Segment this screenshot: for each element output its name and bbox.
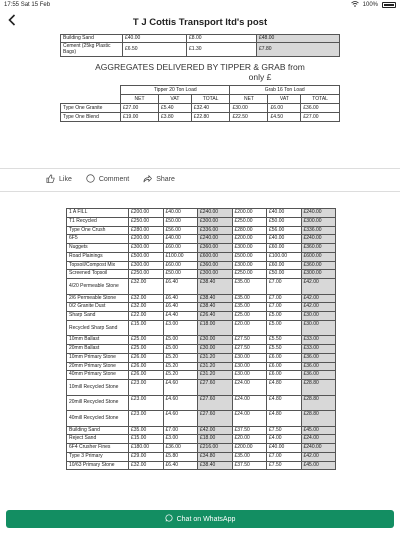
price-cell: £35.00 <box>232 294 267 303</box>
price-cell: £280.00 <box>129 226 164 235</box>
table-row <box>61 103 340 112</box>
table-group-header <box>61 85 340 94</box>
price-cell: £30.00 <box>301 320 336 336</box>
price-cell: £4.40 <box>163 312 198 321</box>
product-name: Nuggets <box>67 244 129 253</box>
price-cell: £5.40 <box>159 103 192 112</box>
table-row <box>67 217 336 226</box>
price-cell: £27.50 <box>232 345 267 354</box>
battery-icon <box>382 2 396 8</box>
price-cell: £200.00 <box>232 235 267 244</box>
price-cell: £27.00 <box>301 112 340 121</box>
thumbs-up-icon <box>46 174 55 185</box>
price-cell: £6.00 <box>267 362 302 371</box>
price-cell: £5.20 <box>163 353 198 362</box>
price-cell: £42.00 <box>301 294 336 303</box>
price-cell: £300.00 <box>232 244 267 253</box>
price-cell: £6.40 <box>163 461 198 470</box>
price-cell: £22.50 <box>230 112 268 121</box>
divider <box>0 168 400 169</box>
status-bar <box>0 0 400 10</box>
price-cell: £5.00 <box>267 312 302 321</box>
price-cell: £3.80 <box>159 112 192 121</box>
price-cell: £50.00 <box>267 217 302 226</box>
product-name: Recycled Sharp Sand <box>67 320 129 336</box>
divider <box>0 191 400 192</box>
price-cell: £26.00 <box>129 362 164 371</box>
price-cell: £20.00 <box>232 320 267 336</box>
status-left <box>4 2 50 8</box>
price-cell: £32.00 <box>129 461 164 470</box>
aggregates-subtitle: only £ <box>248 71 272 82</box>
price-cell: £6.00 <box>268 103 301 112</box>
product-name: 0/2 Granite Dust <box>67 303 129 312</box>
price-cell: £336.00 <box>198 226 233 235</box>
table-row <box>61 112 340 121</box>
price-cell: £26.00 <box>129 353 164 362</box>
comment-bubble-icon <box>86 174 95 185</box>
price-cell: £30.00 <box>232 362 267 371</box>
price-cell: £25.00 <box>129 345 164 354</box>
price-cell: £200.00 <box>129 235 164 244</box>
table-row <box>61 35 340 43</box>
product-name: Building Sand <box>67 426 129 435</box>
price-cell: £26.00 <box>129 371 164 380</box>
product-name: Type One Blend <box>61 112 121 121</box>
price-cell: £6.50 <box>123 42 187 56</box>
post-image-2[interactable] <box>66 208 336 470</box>
table-header-row <box>61 94 340 103</box>
price-cell: £31.20 <box>198 362 233 371</box>
table-row <box>67 226 336 235</box>
table-row <box>67 244 336 253</box>
column-header: NET <box>230 94 268 103</box>
price-cell: £27.60 <box>198 411 233 427</box>
price-cell: £27.60 <box>198 395 233 411</box>
price-cell: £280.00 <box>232 226 267 235</box>
price-cell: £360.00 <box>198 244 233 253</box>
price-cell: £30.00 <box>198 345 233 354</box>
table-row <box>67 294 336 303</box>
price-cell: £3.00 <box>163 435 198 444</box>
price-cell: £8.00 <box>187 35 257 43</box>
column-header: VAT <box>268 94 301 103</box>
price-cell: £240.00 <box>301 209 336 218</box>
table-row <box>67 279 336 295</box>
price-cell: £250.00 <box>232 217 267 226</box>
price-cell: £7.50 <box>267 426 302 435</box>
price-cell: £6.00 <box>267 353 302 362</box>
price-cell: £300.00 <box>129 261 164 270</box>
product-name: Type 3 Primary <box>67 452 129 461</box>
price-cell: £4.80 <box>267 395 302 411</box>
share-label: Share <box>156 176 175 183</box>
price-cell: £7.00 <box>267 303 302 312</box>
price-cell: £240.00 <box>301 444 336 453</box>
price-cell: £25.00 <box>232 312 267 321</box>
table-row <box>67 312 336 321</box>
price-cell: £6.40 <box>163 303 198 312</box>
price-cell: £300.00 <box>129 244 164 253</box>
price-cell: £6.40 <box>163 294 198 303</box>
table-row <box>67 461 336 470</box>
price-cell: £48.00 <box>257 35 340 43</box>
price-cell: £37.50 <box>232 461 267 470</box>
product-name: 6F5 <box>67 235 129 244</box>
price-cell: £36.00 <box>301 103 340 112</box>
price-cell: £56.00 <box>267 226 302 235</box>
price-cell: £27.60 <box>198 380 233 396</box>
price-cell: £6.40 <box>163 279 198 295</box>
price-cell: £240.00 <box>198 235 233 244</box>
price-cell: £30.00 <box>198 336 233 345</box>
like-label: Like <box>59 176 72 183</box>
price-cell: £22.00 <box>129 312 164 321</box>
price-cell: £42.00 <box>198 426 233 435</box>
comment-label: Comment <box>98 176 130 183</box>
table-row <box>67 270 336 279</box>
price-cell: £42.00 <box>301 303 336 312</box>
price-cell: £7.00 <box>163 426 198 435</box>
product-name: Sharp Sand <box>67 312 129 321</box>
product-name: Topsoil/Compost Mix <box>67 261 129 270</box>
wifi-icon <box>351 1 359 9</box>
price-cell: £180.00 <box>129 444 164 453</box>
price-cell: £336.00 <box>301 226 336 235</box>
price-cell: £240.00 <box>198 209 233 218</box>
price-cell: £18.00 <box>198 435 233 444</box>
price-cell: £40.00 <box>163 235 198 244</box>
price-cell: £32.00 <box>129 303 164 312</box>
product-name: 10mm Ballast <box>67 336 129 345</box>
group-header-grab: Grab 16 Ton Load <box>230 85 340 94</box>
price-cell: £19.00 <box>121 112 159 121</box>
product-name: Screened Topsoil <box>67 270 129 279</box>
table-row <box>67 435 336 444</box>
product-name: 10mill Recycled Stone <box>67 380 129 396</box>
price-cell: £23.00 <box>129 380 164 396</box>
price-cell: £35.00 <box>232 452 267 461</box>
price-cell: £40.00 <box>163 209 198 218</box>
price-cell: £30.00 <box>301 312 336 321</box>
product-name: T1 Recycled <box>67 217 129 226</box>
price-cell: £4.50 <box>268 112 301 121</box>
price-cell: £22.80 <box>191 112 230 121</box>
price-cell: £4.60 <box>163 380 198 396</box>
whatsapp-icon <box>165 514 173 524</box>
price-cell: £36.00 <box>301 362 336 371</box>
back-chevron-icon[interactable] <box>8 14 16 28</box>
price-cell: £7.50 <box>267 461 302 470</box>
product-name: 2/6 Permeable Stone <box>67 294 129 303</box>
aggregates-title: AGGREGATES DELIVERED BY TIPPER & GRAB from <box>95 61 305 72</box>
price-cell: £300.00 <box>198 217 233 226</box>
table-row <box>67 380 336 396</box>
price-cell: £35.00 <box>129 426 164 435</box>
price-cell: £31.20 <box>198 371 233 380</box>
product-name: 40mm Primary Stone <box>67 371 129 380</box>
aggregates-table <box>60 85 340 122</box>
blank-cell <box>61 94 121 103</box>
price-cell: £36.00 <box>163 444 198 453</box>
blank-cell <box>61 85 121 94</box>
product-name: Cement (25kg Plastic Bags) <box>61 42 123 56</box>
price-cell: £360.00 <box>301 244 336 253</box>
price-cell: £18.00 <box>198 320 233 336</box>
table-row <box>67 411 336 427</box>
price-cell: £5.20 <box>163 371 198 380</box>
price-cell: £4.80 <box>267 380 302 396</box>
price-cell: £100.00 <box>163 252 198 261</box>
price-cell: £5.00 <box>267 320 302 336</box>
price-cell: £60.00 <box>163 244 198 253</box>
price-cell: £7.00 <box>267 452 302 461</box>
price-cell: £45.00 <box>301 426 336 435</box>
like-button[interactable] <box>46 174 72 185</box>
top-price-table <box>60 34 340 57</box>
product-name: Reject Sand <box>67 435 129 444</box>
column-header: NET <box>121 94 159 103</box>
price-cell: £28.80 <box>301 380 336 396</box>
column-header: TOTAL <box>301 94 340 103</box>
price-cell: £30.00 <box>230 103 268 112</box>
price-cell: £29.00 <box>129 452 164 461</box>
price-cell: £300.00 <box>301 217 336 226</box>
whatsapp-label: Chat on WhatsApp <box>176 515 236 523</box>
price-cell: £38.40 <box>198 294 233 303</box>
price-cell: £23.00 <box>129 411 164 427</box>
price-cell: £360.00 <box>198 261 233 270</box>
product-name: 20mill Recycled Stone <box>67 395 129 411</box>
price-cell: £32.00 <box>129 279 164 295</box>
product-name: 10/63 Primary Stone <box>67 461 129 470</box>
price-cell: £36.00 <box>301 371 336 380</box>
price-cell: £24.00 <box>232 395 267 411</box>
price-cell: £24.00 <box>232 411 267 427</box>
table-row <box>67 252 336 261</box>
price-cell: £5.80 <box>163 452 198 461</box>
price-cell: £27.00 <box>121 103 159 112</box>
price-cell: £23.00 <box>129 395 164 411</box>
price-cell: £5.00 <box>163 336 198 345</box>
price-cell: £37.50 <box>232 426 267 435</box>
product-name: 1 A FILL <box>67 209 129 218</box>
price-cell: £5.20 <box>163 362 198 371</box>
product-name: Building Sand <box>61 35 123 43</box>
whatsapp-chat-button[interactable] <box>6 510 394 528</box>
price-cell: £500.00 <box>129 252 164 261</box>
price-cell: £1.30 <box>187 42 257 56</box>
table-row <box>67 209 336 218</box>
price-cell: £600.00 <box>301 252 336 261</box>
table-row <box>67 336 336 345</box>
share-button[interactable] <box>143 174 175 185</box>
price-cell: £40.00 <box>267 444 302 453</box>
price-cell: £5.50 <box>267 336 302 345</box>
price-cell: £4.80 <box>267 411 302 427</box>
product-name: 20mm Ballast <box>67 345 129 354</box>
price-cell: £30.00 <box>232 371 267 380</box>
column-header: TOTAL <box>191 94 230 103</box>
price-cell: £60.00 <box>163 261 198 270</box>
price-cell: £15.00 <box>129 320 164 336</box>
price-cell: £32.40 <box>191 103 230 112</box>
price-cell: £60.00 <box>267 244 302 253</box>
price-cell: £100.00 <box>267 252 302 261</box>
price-cell: £33.00 <box>301 345 336 354</box>
battery-percent: 100% <box>362 2 378 8</box>
price-cell: £300.00 <box>198 270 233 279</box>
product-name: 4/20 Permeable Stone <box>67 279 129 295</box>
price-cell: £33.00 <box>301 336 336 345</box>
group-header-tipper: Tipper 20 Ton Load <box>121 85 230 94</box>
price-cell: £5.50 <box>267 345 302 354</box>
price-cell: £40.00 <box>267 209 302 218</box>
price-cell: £20.00 <box>232 435 267 444</box>
table-row <box>67 362 336 371</box>
product-name: Road Plainings <box>67 252 129 261</box>
price-cell: £300.00 <box>232 261 267 270</box>
status-date: Sat 15 Feb <box>20 2 51 8</box>
price-cell: £4.60 <box>163 395 198 411</box>
table-row <box>67 444 336 453</box>
price-cell: £50.00 <box>163 217 198 226</box>
table-row <box>67 371 336 380</box>
price-cell: £45.00 <box>301 461 336 470</box>
post-actions <box>46 174 175 185</box>
price-cell: £4.00 <box>267 435 302 444</box>
table-row <box>67 303 336 312</box>
price-cell: £250.00 <box>129 217 164 226</box>
price-list-table <box>66 208 336 470</box>
product-name: 40mill Recycled Stone <box>67 411 129 427</box>
table-row <box>67 452 336 461</box>
price-cell: £24.00 <box>232 380 267 396</box>
price-cell: £4.60 <box>163 411 198 427</box>
price-cell: £38.40 <box>198 279 233 295</box>
page-title: T J Cottis Transport ltd's post <box>132 16 268 28</box>
price-cell: £200.00 <box>232 444 267 453</box>
status-time: 17:55 <box>4 2 20 8</box>
product-name: Type One Crush <box>67 226 129 235</box>
price-cell: £35.00 <box>232 279 267 295</box>
price-cell: £40.00 <box>123 35 187 43</box>
price-cell: £42.00 <box>301 452 336 461</box>
column-header: VAT <box>159 94 192 103</box>
price-cell: £56.00 <box>163 226 198 235</box>
price-cell: £200.00 <box>232 209 267 218</box>
price-cell: £30.00 <box>232 353 267 362</box>
price-cell: £40.00 <box>267 235 302 244</box>
price-cell: £42.00 <box>301 279 336 295</box>
price-cell: £6.00 <box>267 371 302 380</box>
comment-button[interactable] <box>86 174 129 185</box>
price-cell: £27.50 <box>232 336 267 345</box>
price-cell: £25.00 <box>129 336 164 345</box>
product-name: 20mm Primary Stone <box>67 362 129 371</box>
table-row <box>67 320 336 336</box>
product-name: Type One Granite <box>61 103 121 112</box>
price-cell: £26.40 <box>198 312 233 321</box>
price-cell: £7.80 <box>257 42 340 56</box>
product-name: 10mm Primary Stone <box>67 353 129 362</box>
price-cell: £300.00 <box>301 270 336 279</box>
price-cell: £600.00 <box>198 252 233 261</box>
share-arrow-icon <box>143 174 152 185</box>
price-cell: £38.40 <box>198 303 233 312</box>
price-cell: £5.00 <box>163 345 198 354</box>
price-cell: £250.00 <box>129 270 164 279</box>
price-cell: £28.80 <box>301 411 336 427</box>
table-row <box>67 395 336 411</box>
price-cell: £32.00 <box>129 294 164 303</box>
price-cell: £35.00 <box>232 303 267 312</box>
price-cell: £7.00 <box>267 279 302 295</box>
price-cell: £15.00 <box>129 435 164 444</box>
price-cell: £50.00 <box>267 270 302 279</box>
price-cell: £200.00 <box>129 209 164 218</box>
price-cell: £60.00 <box>267 261 302 270</box>
price-cell: £24.00 <box>301 435 336 444</box>
price-cell: £240.00 <box>301 235 336 244</box>
price-cell: £3.00 <box>163 320 198 336</box>
table-row <box>67 426 336 435</box>
price-cell: £38.40 <box>198 461 233 470</box>
price-cell: £50.00 <box>163 270 198 279</box>
nav-bar <box>0 10 400 34</box>
price-cell: £500.00 <box>232 252 267 261</box>
table-row <box>67 353 336 362</box>
price-cell: £31.20 <box>198 353 233 362</box>
price-cell: £28.80 <box>301 395 336 411</box>
table-row <box>67 235 336 244</box>
status-right <box>351 1 396 9</box>
price-cell: £7.00 <box>267 294 302 303</box>
price-cell: £34.80 <box>198 452 233 461</box>
table-row <box>67 261 336 270</box>
table-row <box>67 345 336 354</box>
price-cell: £250.00 <box>232 270 267 279</box>
table-row <box>61 42 340 56</box>
price-cell: £360.00 <box>301 261 336 270</box>
post-image-1[interactable] <box>60 34 340 166</box>
price-cell: £36.00 <box>301 353 336 362</box>
price-cell: £216.00 <box>198 444 233 453</box>
product-name: 6F4 Crusher Fines <box>67 444 129 453</box>
